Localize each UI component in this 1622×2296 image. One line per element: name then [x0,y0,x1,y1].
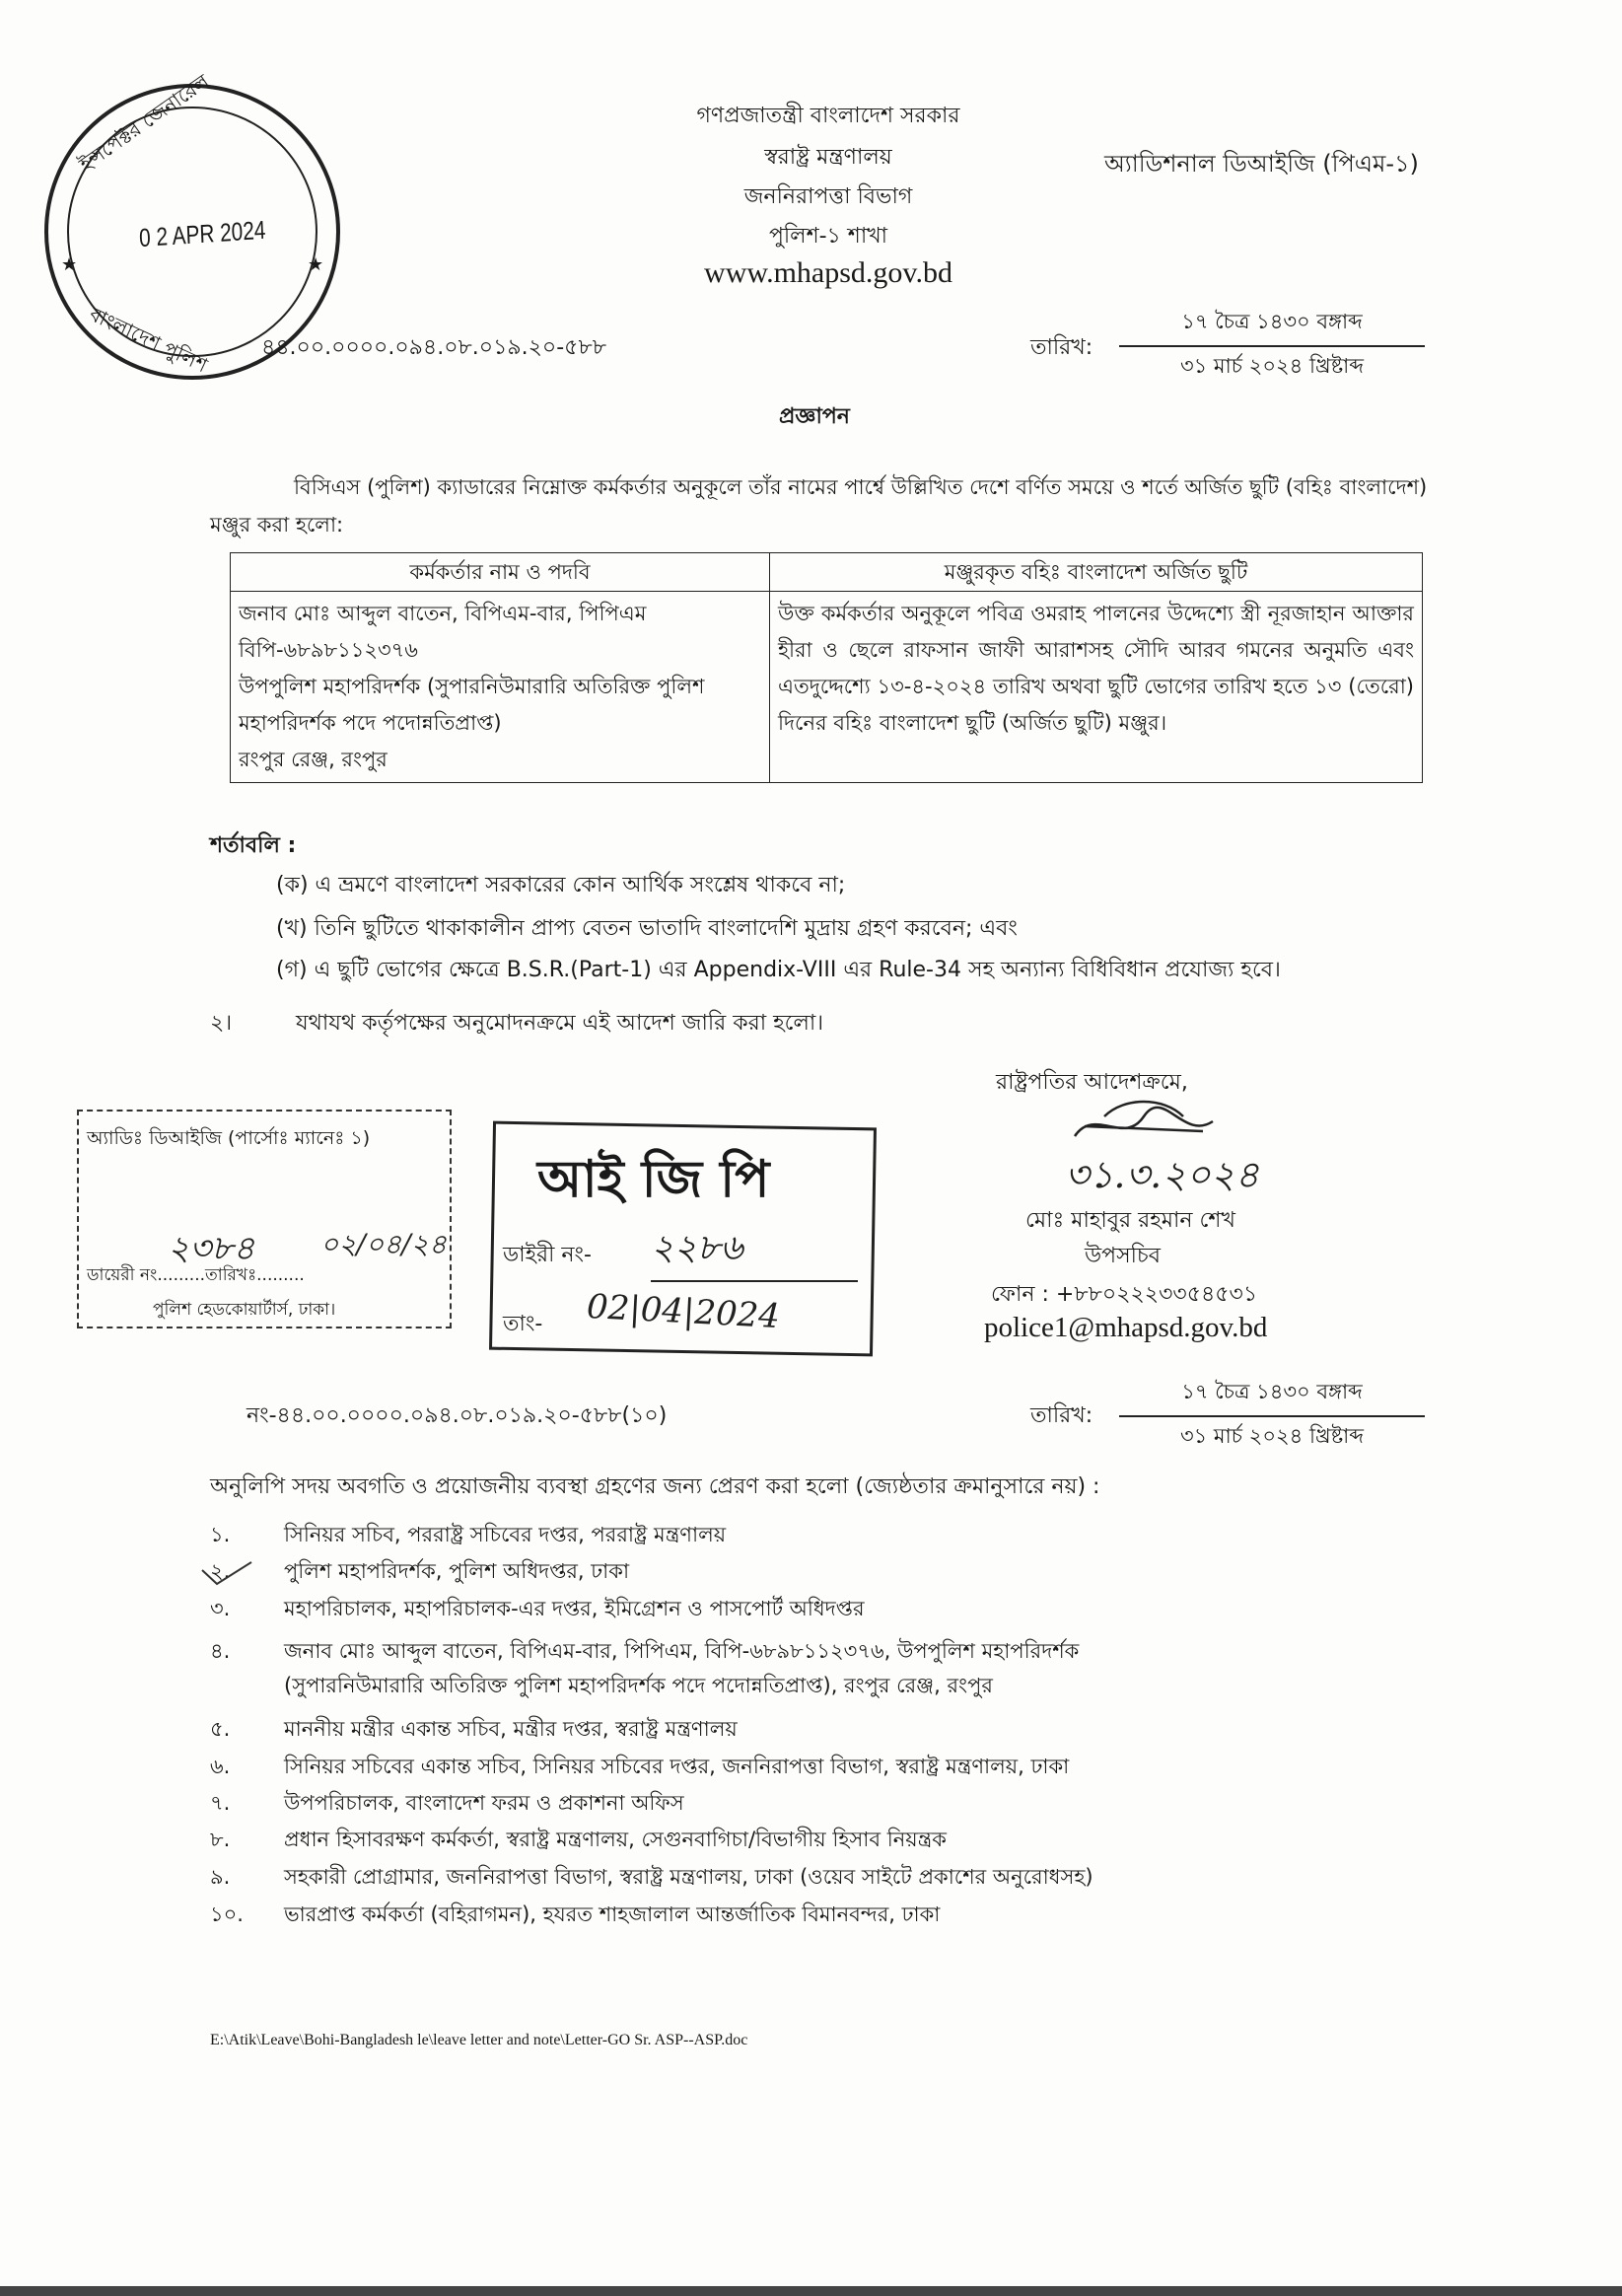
table-header-row [231,553,1423,592]
copy-date-divider [1119,1415,1425,1417]
officer-posting: রংপুর রেঞ্জ, রংপুর [239,748,388,771]
copy-date-english: ৩১ মার্চ ২০২৪ খ্রিষ্টাব্দ [1179,1424,1365,1448]
copy-list-item: ৪. জনাব মোঃ আব্দুল বাতেন, বিপিএম-বার, পিপিএম, বিপি-৬৮৯৮১১২৩৭৬, উপপুলিশ মহাপরিদর্শক (সুপারনিউমারারি অতিরিক্ত পুলিশ মহাপরিদর্শক পদে পদোন্নতিপ্রাপ্ত), রংপুর রেঞ্জ, রংপুর [210,1639,1080,1697]
issuance-paragraph: যথাযথ কর্তৃপক্ষের অনুমোদনক্রমে এই আদেশ জারি করা হলো। [296,1011,824,1036]
date-divider [1119,345,1425,347]
conditions-heading: শর্তাবলি : [210,833,297,858]
notification-title: প্রজ্ঞাপন [779,404,850,429]
website-link[interactable]: www.mhapsd.gov.bd [704,256,952,289]
copy-list-item: ৭. উপপরিচালক, বাংলাদেশ ফরম ও প্রকাশনা অফিস [210,1791,684,1815]
igp-stamp-title: আই জি পি [537,1150,770,1209]
copy-list-item: ৬. সিনিয়র সচিবের একান্ত সচিব, সিনিয়র সচিবের দপ্তর, জননিরাপত্তা বিভাগ, স্বরাষ্ট্র মন্ত্রণালয়, ঢাকা [210,1755,1070,1778]
copy-ref-number: নং-৪৪.০০.০০০০.০৯৪.০৮.০১৯.২০-৫৮৮(১০) [247,1403,668,1428]
signatory-designation: উপসচিব [1085,1244,1162,1268]
presidential-order: রাষ্ট্রপতির আদেশক্রমে, [996,1070,1188,1095]
copy-date-label: তারিখ: [1030,1403,1093,1428]
condition-item: (গ) এ ছুটি ভোগের ক্ষেত্রে B.S.R.(Part-1) এর Appendix-VIII এর Rule-34 সহ অন্যান্য বিধিবিধান প্রযোজ্য হবে। [276,958,1281,982]
officer-bp-number: বিপি-৬৮৯৮১১২৩৭৬ [239,638,418,662]
igp-date: 02|04|2024 [586,1286,781,1337]
column-header-officer: কর্মকর্তার নাম ও পদবি [231,553,770,592]
star-icon: ★ [308,254,324,275]
stamp-top-text: ইন্সপেক্টর জেনারেল [74,69,214,177]
copy-list-item: ৮. প্রধান হিসাবরক্ষণ কর্মকর্তা, স্বরাষ্ট্র মন্ত্রণালয়, সেগুনবাগিচা/বিভাগীয় হিসাব নিয়ন্ত্রক [210,1828,947,1851]
leave-table [230,552,1423,783]
copy-list-item: ৩. মহাপরিচালক, মহাপরিচালক-এর দপ্তর, ইমিগ্রেশন ও পাসপোর্ট অধিদপ্তর [210,1597,865,1620]
column-header-leave: মঞ্জুরকৃত বহিঃ বাংলাদেশ অর্জিত ছুটি [770,553,1423,592]
government-name: গণপ্রজাতন্ত্রী বাংলাদেশ সরকার [696,104,960,128]
copy-list-item: ৫. মাননীয় মন্ত্রীর একান্ত সচিব, মন্ত্রীর দপ্তর, স্বরাষ্ট্র মন্ত্রণালয় [210,1717,738,1741]
igp-date-label: তাং- [503,1312,543,1336]
signatory-name: মোঃ মাহাবুর রহমান শেখ [1025,1208,1235,1233]
addl-dig-diary-handwritten: ২৩৮৪ [168,1229,255,1268]
branch-name: পুলিশ-১ শাখা [768,224,888,249]
copy-list-item: ২. পুলিশ মহাপরিদর্শক, পুলিশ অধিদপ্তর, ঢাকা [210,1559,630,1583]
copy-list-item: ১০. ভারপ্রাপ্ত কর্মকর্তা (বহিরাগমন), হযরত শাহজালাল আন্তর্জাতিক বিমানবন্দর, ঢাকা [210,1902,941,1926]
signatory-email[interactable]: police1@mhapsd.gov.bd [984,1312,1268,1343]
signed-date: ৩১.৩.২০২৪ [1065,1153,1260,1196]
signatory-phone: ফোন : +৮৮০২২২৩৩৫৪৫৩১ [991,1282,1258,1307]
leave-details-cell: উক্ত কর্মকর্তার অনুকূলে পবিত্র ওমরাহ পালনের উদ্দেশ্যে স্ত্রী নূরজাহান আক্তার হীরা ও ছেলে রাফসান জাফী আরাশসহ সৌদি আরব গমনের অনুমতি এবং এতদুদ্দেশ্যে ১৩-৪-২০২৪ তারিখ অথবা ছুটি ভোগের তারিখ হতে ১৩ (তেরো) দিনের বহিঃ বাংলাদেশ ছুটি (অর্জিত ছুটি) মঞ্জুর। [770,592,1423,783]
paragraph-number: ২। [210,1011,233,1036]
addl-dig-office: পুলিশ হেডকোয়ার্টার্স, ঢাকা। [153,1300,336,1320]
officer-name: জনাব মোঃ আব্দুল বাতেন, বিপিএম-বার, পিপিএম [239,602,647,625]
star-icon: ★ [61,254,78,275]
checkmark-icon [197,1558,256,1588]
stamp-bottom-text: বাংলাদেশ পুলিশ [86,302,212,378]
condition-item: (ক) এ ভ্রমণে বাংলাদেশ সরকারের কোন আর্থিক সংশ্লেষ থাকবে না; [276,873,846,897]
addressee: অ্যাডিশনাল ডিআইজি (পিএম-১) [1104,150,1419,178]
date-bangla: ১৭ চৈত্র ১৪৩০ বঙ্গাব্দ [1181,310,1363,333]
copy-list-item: ৯. সহকারী প্রোগ্রামার, জননিরাপত্তা বিভাগ, স্বরাষ্ট্র মন্ত্রণালয়, ঢাকা (ওয়েব সাইটে প্রকাশের অনুরোধসহ) [210,1865,1093,1889]
scan-edge [0,2286,1622,2296]
copy-list-item: ১. সিনিয়র সচিব, পররাষ্ট্র সচিবের দপ্তর, পররাষ্ট্র মন্ত্রণালয় [210,1523,727,1546]
igp-diary-label: ডাইরী নং- [503,1243,592,1267]
addl-dig-date-handwritten: ০২/০৪/২৪ [320,1228,448,1260]
copy-date-bangla: ১৭ চৈত্র ১৪৩০ বঙ্গাব্দ [1181,1380,1363,1403]
copy-intro: অনুলিপি সদয় অবগতি ও প্রয়োজনীয় ব্যবস্থা গ্রহণের জন্য প্রেরণ করা হলো (জ্যেষ্ঠতার ক্রমানুসারে নয়) : [210,1474,1100,1499]
file-path: E:\Atik\Leave\Bohi-Bangladesh le\leave letter and note\Letter-GO Sr. ASP--ASP.doc [210,2032,748,2048]
addl-dig-stamp-title: অ্যাডিঃ ডিআইজি (পার্সোঃ ম্যানেঃ ১) [87,1127,371,1149]
stamp-date: 0 2 APR 2024 [138,214,266,253]
officer-cell [231,592,770,783]
officer-designation: উপপুলিশ মহাপরিদর্শক (সুপারনিউমারারি অতিরিক্ত পুলিশ মহাপরিদর্শক পদে পদোন্নতিপ্রাপ্ত) [239,675,705,735]
igp-diary-number: ২২৮৬ [651,1221,858,1282]
addl-dig-diary-label: ডায়েরী নং.........তারিখঃ......... [87,1265,305,1285]
condition-item: (খ) তিনি ছুটিতে থাকাকালীন প্রাপ্য বেতন ভাতাদি বাংলাদেশি মুদ্রায় গ্রহণ করবেন; এবং [276,916,1018,941]
date-label: তারিখ: [1030,335,1093,360]
intro-paragraph: বিসিএস (পুলিশ) ক্যাডারের নিম্নোক্ত কর্মকর্তার অনুকূলে তাঁর নামের পার্শ্বে উল্লিখিত দেশে বর্ণিত সময়ে ও শর্তে অর্জিত ছুটি (বহিঃ বাংলাদেশ) মঞ্জুর করা হলো: [210,475,1428,537]
table-row [231,592,1423,783]
date-english: ৩১ মার্চ ২০২৪ খ্রিষ্টাব্দ [1179,354,1365,378]
memo-ref-number: ৪৪.০০.০০০০.০৯৪.০৮.০১৯.২০-৫৮৮ [261,335,607,360]
division-name: জননিরাপত্তা বিভাগ [743,184,913,209]
ministry-name: স্বরাষ্ট্র মন্ত্রণালয় [764,145,892,170]
